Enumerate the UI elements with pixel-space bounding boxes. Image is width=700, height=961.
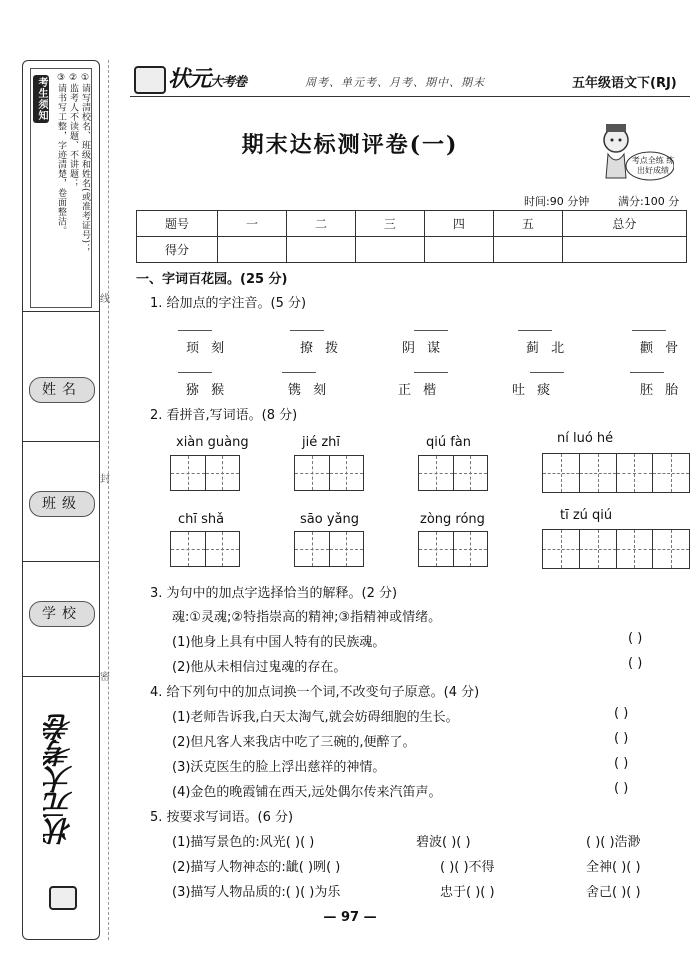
logo-mark-icon: [49, 886, 77, 910]
question-item: (4)金色的晚霞铺在西天,远处偶尔传来汽笛声。: [172, 785, 442, 800]
table-cell: 四: [424, 211, 493, 237]
score-input-cell[interactable]: [218, 237, 287, 263]
score-input-cell[interactable]: [562, 237, 686, 263]
answer-blank[interactable]: ( ): [614, 756, 629, 771]
notice-items: [53, 73, 91, 301]
word: 吐 痰: [512, 383, 555, 398]
binding-dashed-line: [108, 60, 110, 940]
section-title: 一、字词百花园。(25 分): [136, 272, 288, 287]
pinyin-answer-line[interactable]: [414, 330, 448, 331]
school-label: 学校: [29, 601, 95, 627]
fill-item[interactable]: (3)描写人物品质的:( )( )为乐: [172, 885, 341, 900]
table-cell: 一: [218, 211, 287, 237]
word: 阴 谋: [402, 341, 445, 356]
brand-main: 状元: [168, 67, 211, 92]
question-title: 2. 看拼音,写词语。(8 分): [150, 408, 298, 423]
pinyin-label: tī zú qiú: [560, 508, 613, 523]
pinyin-answer-line[interactable]: [290, 330, 324, 331]
definition-options: 魂:①灵魂;②特指崇高的精神;③指精神或情绪。: [172, 610, 442, 625]
word: 猕 猴: [186, 383, 229, 398]
divider: [23, 676, 99, 677]
answer-blank[interactable]: ( ): [614, 731, 629, 746]
divider: [23, 441, 99, 442]
writing-grid[interactable]: [542, 453, 690, 493]
pinyin-label: jié zhī: [302, 435, 341, 450]
writing-grid[interactable]: [542, 529, 690, 569]
mascot-icon: [594, 118, 674, 188]
score-input-cell[interactable]: [286, 237, 355, 263]
page-title: 期末达标测评卷(一): [241, 132, 459, 158]
question-item: (3)沃克医生的脸上浮出慈祥的神情。: [172, 760, 386, 775]
pinyin-answer-line[interactable]: [178, 330, 212, 331]
score-input-cell[interactable]: [355, 237, 424, 263]
divider: [23, 311, 99, 312]
candidate-notice: [30, 68, 92, 308]
table-cell: 三: [355, 211, 424, 237]
notice-item: ①请写清校名、班级和姓名(或准考证号)；: [80, 73, 90, 254]
word: 撩 拨: [300, 341, 343, 356]
divider: [23, 561, 99, 562]
fill-item[interactable]: (1)描写景色的:风光( )( ): [172, 835, 315, 850]
answer-blank[interactable]: ( ): [614, 781, 629, 796]
brand-sub: 大考卷: [210, 75, 247, 90]
binding-char: 线: [100, 294, 110, 305]
writing-grid[interactable]: [170, 531, 240, 567]
question-title: 1. 给加点的字注音。(5 分): [150, 296, 307, 311]
mascot-caption: 考点全练 练出好成绩: [631, 156, 675, 175]
writing-grid[interactable]: [294, 531, 364, 567]
question-item: (1)老师告诉我,白天太淘气,就会妨碍细胞的生长。: [172, 710, 459, 725]
fill-item[interactable]: 全神( )( ): [586, 860, 641, 875]
question-title: 4. 给下列句中的加点词换一个词,不改变句子原意。(4 分): [150, 685, 480, 700]
tagline: 周考、单元考、月考、期中、期末: [305, 76, 485, 89]
word: 顼 刻: [186, 341, 229, 356]
fill-item[interactable]: 忠于( )( ): [440, 885, 495, 900]
answer-blank[interactable]: ( ): [628, 631, 643, 646]
class-label: 班级: [29, 491, 95, 517]
table-cell: 总分: [562, 211, 686, 237]
question-item: (2)但凡客人来我店中吃了三碗的,便醉了。: [172, 735, 416, 750]
word: 正 楷: [398, 383, 441, 398]
page-number: — 97 —: [323, 910, 377, 925]
pinyin-label: xiàn guàng: [176, 435, 249, 450]
side-logo-text: 状元大考卷: [43, 715, 76, 845]
pinyin-label: chī shǎ: [178, 512, 225, 527]
pinyin-answer-line[interactable]: [518, 330, 552, 331]
brand-logo-icon: [134, 66, 166, 94]
writing-grid[interactable]: [170, 455, 240, 491]
fill-item[interactable]: 碧波( )( ): [416, 835, 471, 850]
brand-name: [168, 62, 246, 93]
grade-label: 五年级语文下(RJ): [572, 76, 677, 91]
question-item: (1)他身上具有中国人特有的民族魂。: [172, 635, 386, 650]
table-cell: 二: [286, 211, 355, 237]
fill-item[interactable]: 舍己( )( ): [586, 885, 641, 900]
fill-item[interactable]: (2)描写人物神态的:龇( )咧( ): [172, 860, 341, 875]
score-table: [136, 210, 687, 263]
table-cell: 题号: [137, 211, 218, 237]
header-rule: [130, 96, 690, 97]
word: 胚 胎: [640, 383, 683, 398]
binding-char: 密: [100, 672, 110, 683]
question-title: 3. 为句中的加点字选择恰当的解释。(2 分): [150, 586, 398, 601]
score-input-cell[interactable]: [493, 237, 562, 263]
binding-char: 封: [100, 474, 110, 485]
answer-blank[interactable]: ( ): [614, 706, 629, 721]
notice-item: ②监考人不读题、不讲题；: [68, 73, 78, 188]
pinyin-answer-line[interactable]: [630, 372, 664, 373]
writing-grid[interactable]: [294, 455, 364, 491]
word: 颧 骨: [640, 341, 683, 356]
pinyin-label: ní luó hé: [557, 431, 614, 446]
table-cell: 五: [493, 211, 562, 237]
pinyin-label: sāo yǎng: [300, 512, 359, 527]
score-input-cell[interactable]: [424, 237, 493, 263]
score-info: 满分:100 分: [618, 195, 680, 208]
writing-grid[interactable]: [418, 455, 488, 491]
fill-item[interactable]: ( )( )浩渺: [586, 835, 641, 850]
question-item: (2)他从未相信过鬼魂的存在。: [172, 660, 347, 675]
writing-grid[interactable]: [418, 531, 488, 567]
pinyin-answer-line[interactable]: [178, 372, 212, 373]
question-title: 5. 按要求写词语。(6 分): [150, 810, 294, 825]
time-info: 时间:90 分钟: [524, 195, 590, 208]
name-label: 姓名: [29, 377, 95, 403]
side-logo: [40, 680, 86, 920]
fill-item[interactable]: ( )( )不得: [440, 860, 495, 875]
table-cell: 得分: [137, 237, 218, 263]
word: 镌 刻: [288, 383, 331, 398]
table-row: [137, 237, 687, 263]
pinyin-label: zòng róng: [420, 512, 485, 527]
word: 蓟 北: [526, 341, 569, 356]
pinyin-label: qiú fàn: [426, 435, 472, 450]
pinyin-answer-line[interactable]: [530, 372, 564, 373]
notice-title: 考生须知: [33, 75, 49, 123]
pinyin-answer-line[interactable]: [414, 372, 448, 373]
table-row: [137, 211, 687, 237]
answer-blank[interactable]: ( ): [628, 656, 643, 671]
pinyin-answer-line[interactable]: [282, 372, 316, 373]
pinyin-answer-line[interactable]: [632, 330, 666, 331]
notice-item: ③请书写工整，字迹清楚，卷面整洁。: [56, 73, 66, 236]
